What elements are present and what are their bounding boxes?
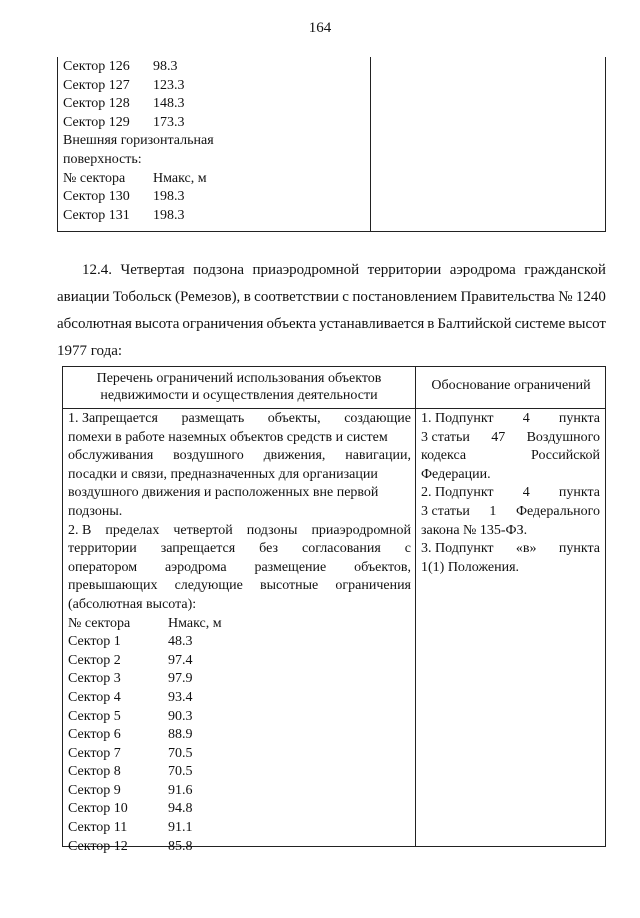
sector-row	[63, 58, 363, 77]
sector-row	[68, 726, 411, 745]
column-divider	[415, 367, 416, 846]
text-fragment: пункта	[558, 411, 600, 426]
justification-cell	[421, 410, 600, 577]
text-fragment: воздушного движения и расположенных вне первой	[68, 485, 379, 501]
sector-list-a	[63, 58, 363, 132]
text-fragment: 1240	[575, 289, 606, 305]
sector-label: Сектор 1	[68, 634, 121, 650]
restriction-text-line	[68, 466, 411, 485]
text-fragment: 2. В	[68, 522, 92, 538]
text-fragment: в	[243, 289, 251, 305]
text-fragment: в	[427, 316, 435, 332]
header-left-line2: недвижимости и осуществления деятельности	[100, 388, 378, 403]
restrictions-cell	[68, 410, 411, 856]
sector-row	[63, 114, 363, 133]
sector-column-headers	[68, 615, 411, 634]
col-sector-header: № сектора	[68, 615, 131, 631]
text-fragment: 2. Подпункт	[421, 485, 494, 501]
text-fragment: движения,	[263, 448, 326, 464]
text-fragment: (Ремезов),	[175, 289, 241, 305]
justification-text-line	[421, 503, 600, 522]
sector-label: Сектор 129	[63, 114, 130, 130]
paragraph-line	[57, 311, 606, 338]
sector-row	[68, 819, 411, 838]
sector-hmax-value: 198.3	[153, 207, 185, 223]
text-fragment: высотные	[259, 578, 319, 594]
text-fragment: следующие	[174, 578, 243, 594]
text-fragment: посадки и связи, предназначенных для организации	[68, 466, 378, 482]
restriction-text-line	[68, 484, 411, 503]
col-hmax-header: Нмакс, м	[153, 170, 207, 186]
text-fragment: постановлением	[352, 289, 458, 305]
sector-hmax-value: 94.8	[168, 801, 193, 817]
sector-row	[68, 800, 411, 819]
text-fragment: Балтийской	[437, 316, 512, 332]
text-fragment: (абсолютная высота):	[68, 596, 197, 612]
restriction-text-line	[68, 596, 411, 615]
text-fragment: 3 статьи	[421, 503, 470, 519]
sector-row	[68, 838, 411, 857]
restriction-text-line	[68, 447, 411, 466]
col-sector-header: № сектора	[63, 170, 126, 186]
text-fragment: Четвертая	[120, 262, 185, 278]
text-fragment: 12.4.	[82, 262, 112, 278]
text-fragment: 1977 года:	[57, 343, 123, 359]
text-fragment: приаэродромной	[311, 522, 411, 538]
sector-row	[63, 207, 363, 226]
text-fragment: помехи в работе наземных объектов средств и систем	[68, 429, 388, 445]
header-left-line1: Перечень ограничений использования объектов	[96, 371, 382, 386]
justification-text-line	[421, 522, 600, 541]
sector-hmax-value: 48.3	[168, 634, 193, 650]
text-fragment: объекты,	[267, 411, 321, 426]
continued-sector-table	[57, 57, 606, 232]
sector-hmax-value: 85.8	[168, 838, 193, 854]
restriction-text-line	[68, 577, 411, 596]
text-fragment: Федерального	[515, 503, 600, 519]
outer-surface-heading-line1: Внешняя горизонтальная	[63, 133, 214, 149]
sector-label: Сектор 10	[68, 801, 128, 817]
sector-column-headers	[63, 170, 363, 189]
text-fragment: четвертой	[173, 522, 233, 538]
text-fragment: пределах	[105, 522, 160, 538]
text-fragment: устанавливается	[319, 316, 425, 332]
text-fragment: оператором	[68, 559, 138, 575]
text-fragment: 1(1) Положения.	[421, 559, 520, 575]
sector-hmax-value: 70.5	[168, 764, 193, 780]
sector-label: Сектор 128	[63, 96, 130, 112]
sector-label: Сектор 126	[63, 59, 130, 74]
text-fragment: 3 статьи	[421, 429, 470, 445]
justification-text-line	[421, 540, 600, 559]
restriction-text-line	[68, 559, 411, 578]
text-fragment: размещать	[181, 411, 245, 426]
text-fragment: приаэродромной	[252, 262, 360, 278]
text-fragment: Воздушного	[526, 429, 600, 445]
sector-row	[63, 188, 363, 207]
sector-hmax-value: 88.9	[168, 727, 193, 743]
text-fragment: размещение	[254, 559, 327, 575]
text-fragment: системе	[514, 316, 566, 332]
text-fragment: согласования	[302, 541, 381, 557]
text-fragment: 3. Подпункт	[421, 541, 494, 557]
sector-label: Сектор 12	[68, 838, 128, 854]
sector-hmax-value: 70.5	[168, 745, 193, 761]
sector-label: Сектор 130	[63, 189, 130, 205]
text-fragment: №	[558, 289, 573, 305]
text-fragment: гражданской	[524, 262, 606, 278]
sector-label: Сектор 5	[68, 708, 121, 724]
justification-text-line	[421, 466, 600, 485]
text-fragment: подзона	[193, 262, 245, 278]
text-fragment: 1. Подпункт	[421, 411, 494, 426]
sector-label: Сектор 9	[68, 782, 121, 798]
text-fragment: Тобольск	[112, 289, 172, 305]
sector-label: Сектор 11	[68, 820, 128, 836]
outer-surface-heading-line2: поверхность:	[63, 151, 142, 167]
column-divider	[370, 57, 371, 231]
text-fragment: 4	[522, 485, 530, 501]
text-fragment: высот	[568, 316, 606, 332]
sector-label: Сектор 8	[68, 764, 121, 780]
sector-label: Сектор 6	[68, 727, 121, 743]
restriction-text-line	[68, 410, 411, 429]
justification-text-line	[421, 410, 600, 429]
sector-row	[68, 670, 411, 689]
text-fragment: кодекса	[421, 448, 467, 464]
justification-text-line	[421, 559, 600, 578]
sector-hmax-value: 91.6	[168, 782, 193, 798]
restriction-text-line	[68, 522, 411, 541]
text-fragment: запрещается	[160, 541, 236, 557]
sector-hmax-value: 148.3	[153, 96, 185, 112]
paragraph-line	[57, 338, 606, 365]
text-fragment: подзоны	[246, 522, 298, 538]
sector-list	[68, 633, 411, 856]
text-fragment: подзоны.	[68, 503, 123, 519]
sector-row	[63, 95, 363, 114]
text-fragment: 4	[522, 411, 530, 426]
col-hmax-header: Нмакс, м	[168, 615, 222, 631]
text-fragment: абсолютная	[57, 316, 132, 332]
text-fragment: навигации,	[345, 448, 411, 464]
sector-list-b	[63, 188, 363, 225]
text-fragment: ограничения	[182, 316, 264, 332]
sector-row	[68, 708, 411, 727]
text-fragment: пункта	[558, 541, 600, 557]
sector-heights-cell	[63, 58, 363, 225]
sector-label: Сектор 3	[68, 671, 121, 687]
paragraph-line	[57, 257, 606, 284]
text-fragment: с	[342, 289, 349, 305]
sector-hmax-value: 123.3	[153, 77, 185, 93]
text-fragment: территории	[367, 262, 442, 278]
text-fragment: без	[259, 541, 279, 557]
text-fragment: территории	[68, 541, 137, 557]
paragraph-line	[57, 284, 606, 311]
text-fragment: воздушного	[173, 448, 244, 464]
sector-hmax-value: 97.4	[168, 652, 193, 668]
justification-text-line	[421, 447, 600, 466]
sector-label: Сектор 7	[68, 745, 121, 761]
sector-hmax-value: 91.1	[168, 820, 193, 836]
text-fragment: объектов,	[354, 559, 411, 575]
paragraph-12-4	[57, 257, 606, 365]
sector-row	[63, 77, 363, 96]
sector-hmax-value: 173.3	[153, 114, 185, 130]
sector-hmax-value: 93.4	[168, 689, 193, 705]
sector-row	[68, 689, 411, 708]
sector-row	[68, 763, 411, 782]
sector-hmax-value: 90.3	[168, 708, 193, 724]
text-fragment: закона № 135-ФЗ.	[421, 522, 528, 538]
text-fragment: авиации	[57, 289, 110, 305]
restriction-text-line	[68, 540, 411, 559]
text-fragment: аэродрома	[164, 559, 227, 575]
sector-label: Сектор 131	[63, 207, 130, 223]
text-fragment: Правительства	[460, 289, 555, 305]
text-fragment: превышающих	[68, 578, 158, 594]
text-fragment: создающие	[344, 411, 411, 426]
restriction-text-line	[68, 429, 411, 448]
justification-text-line	[421, 484, 600, 503]
sector-row	[68, 633, 411, 652]
text-fragment: пункта	[558, 485, 600, 501]
text-fragment: высота	[134, 316, 180, 332]
text-fragment: Российской	[531, 448, 600, 464]
text-fragment: аэродрома	[449, 262, 516, 278]
text-fragment: ограничения	[335, 578, 411, 594]
page-number: 164	[308, 20, 332, 36]
restriction-text-line	[68, 503, 411, 522]
header-divider	[63, 408, 605, 409]
sector-label: Сектор 2	[68, 652, 121, 668]
text-fragment: обслуживания	[68, 448, 154, 464]
text-fragment: с	[404, 541, 411, 557]
sector-label: Сектор 127	[63, 77, 130, 93]
text-fragment: соответствии	[254, 289, 339, 305]
text-fragment: Федерации.	[421, 466, 491, 482]
sector-hmax-value: 98.3	[153, 59, 178, 74]
text-fragment: 1	[489, 503, 497, 519]
text-fragment: 47	[491, 429, 506, 445]
sector-hmax-value: 198.3	[153, 189, 185, 205]
restrictions-text	[68, 410, 411, 615]
text-fragment: объекта	[266, 316, 317, 332]
header-restrictions-list	[63, 370, 415, 404]
sector-label: Сектор 4	[68, 689, 121, 705]
justification-text-line	[421, 429, 600, 448]
sector-row	[68, 745, 411, 764]
text-fragment: 1. Запрещается	[68, 411, 158, 426]
header-justification: Обоснование ограничений	[431, 378, 591, 393]
sector-row	[68, 652, 411, 671]
restrictions-table	[62, 366, 606, 854]
text-fragment: «в»	[515, 541, 537, 557]
sector-row	[68, 782, 411, 801]
sector-hmax-value: 97.9	[168, 671, 193, 687]
